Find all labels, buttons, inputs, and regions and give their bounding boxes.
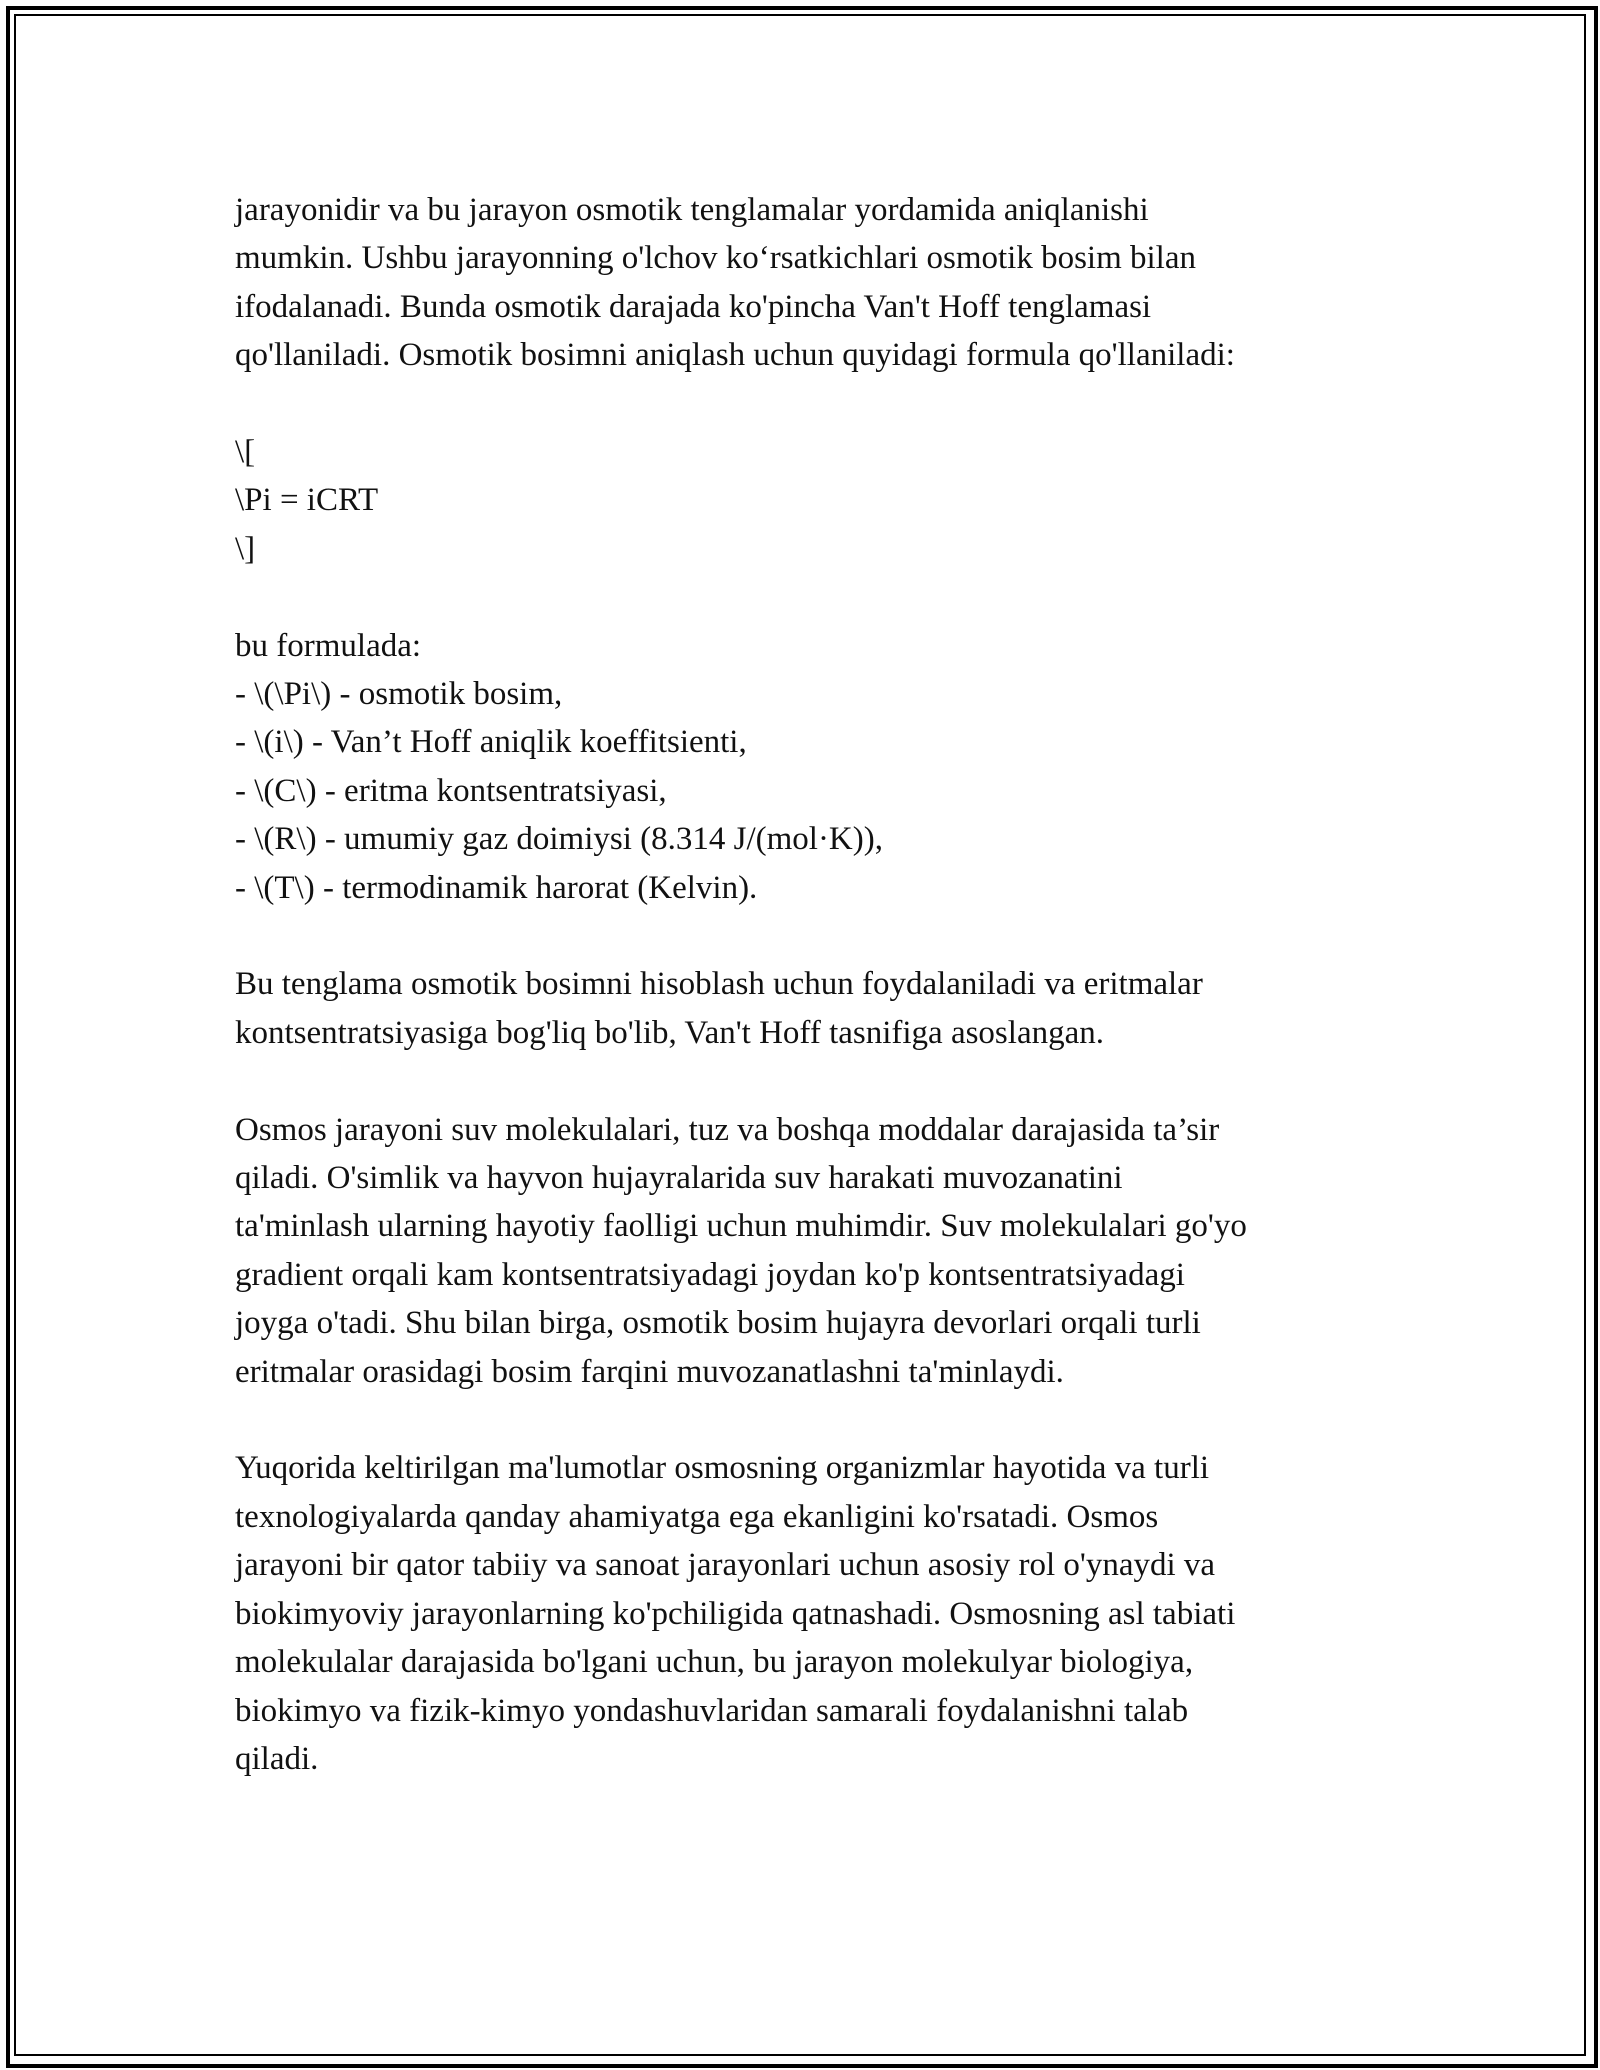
text-line: molekulalar darajasida bo'lgani uchun, bu jarayon molekulyar biologiya, [235,1644,1194,1681]
definition-item: - \(C\) - eritma kontsentratsiyasi, [235,772,667,809]
formula-open: \[ [235,434,256,471]
paragraph-conclusion [235,1444,1385,1783]
definition-item: - \(\Pi\) - osmotik bosim, [235,676,563,713]
text-line: ifodalanadi. Bunda osmotik darajada ko'pincha Van't Hoff tenglamasi [235,288,1152,325]
paragraph-osmosis-cells [235,1106,1385,1396]
definitions-heading: bu formulada: [235,627,422,664]
text-line: gradient orqali kam kontsentratsiyadagi joydan ko'p kontsentratsiyadagi [235,1256,1185,1293]
text-line: qo'llaniladi. Osmotik bosimni aniqlash uchun quyidagi formula qo'llaniladi: [235,337,1235,374]
text-line: texnologiyalarda qanday ahamiyatga ega ekanligini ko'rsatadi. Osmos [235,1498,1159,1535]
text-line: qiladi. [235,1740,319,1777]
text-line: ta'minlash ularning hayotiy faolligi uchun muhimdir. Suv molekulalari go'yo [235,1208,1247,1245]
text-line: Yuqorida keltirilgan ma'lumotlar osmosning organizmlar hayotida va turli [235,1450,1210,1487]
text-line: Bu tenglama osmotik bosimni hisoblash uchun foydalaniladi va eritmalar [235,966,1203,1003]
document-body [235,186,1385,1832]
text-line: jarayoni bir qator tabiiy va sanoat jarayonlari uchun asosiy rol o'ynaydi va [235,1547,1216,1584]
text-line: Osmos jarayoni suv molekulalari, tuz va boshqa moddalar darajasida ta’sir [235,1111,1220,1148]
definition-item: - \(T\) - termodinamik harorat (Kelvin). [235,869,758,906]
text-line: qiladi. O'simlik va hayvon hujayralarida suv harakati muvozanatini [235,1160,1123,1197]
text-line: joyga o'tadi. Shu bilan birga, osmotik bosim hujayra devorlari orqali turli [235,1305,1201,1342]
text-line: jarayonidir va bu jarayon osmotik tenglamalar yordamida aniqlanishi [235,192,1149,228]
text-line: biokimyo va fizik-kimyo yondashuvlaridan samarali foydalanishni talab [235,1692,1189,1729]
formula-close: \] [235,530,256,567]
definition-item: - \(R\) - umumiy gaz doimiysi (8.314 J/(mol·K)), [235,821,883,858]
text-line: mumkin. Ushbu jarayonning o'lchov koʻrsatkichlari osmotik bosim bilan [235,240,1196,277]
formula-definitions [235,622,1385,912]
text-line: eritmalar orasidagi bosim farqini muvozanatlashni ta'minlaydi. [235,1353,1064,1390]
text-line: biokimyoviy jarayonlarning ko'pchiligida qatnashadi. Osmosning asl tabiati [235,1595,1236,1632]
paragraph-equation-usage [235,960,1385,1057]
formula-block [235,428,1385,573]
paragraph-intro [235,186,1385,380]
definition-item: - \(i\) - Van’t Hoff aniqlik koeffitsienti, [235,724,747,761]
text-line: kontsentratsiyasiga bog'liq bo'lib, Van't Hoff tasnifiga asoslangan. [235,1014,1104,1051]
formula-expression: \Pi = iCRT [235,482,379,519]
